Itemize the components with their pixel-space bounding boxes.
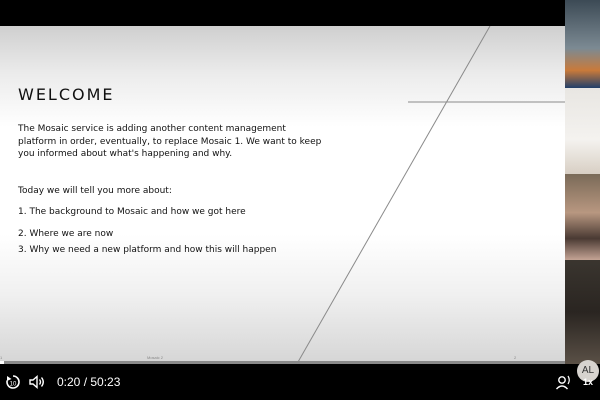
participant-video-3[interactable] <box>565 174 600 260</box>
slide-list-item-2: 2. Where we are now <box>18 229 114 239</box>
playback-speed-button[interactable]: 1x <box>583 377 594 387</box>
top-bar <box>0 0 565 26</box>
rewind-10-icon[interactable] <box>3 372 23 392</box>
captions-icon[interactable] <box>554 372 574 392</box>
participant-video-2[interactable] <box>565 88 600 174</box>
presentation-slide <box>0 26 565 362</box>
player-controls <box>0 364 600 400</box>
slide-footer-left: 1 <box>0 355 3 360</box>
slide-today-text: Today we will tell you more about: <box>18 186 172 196</box>
participant-gallery <box>565 0 600 364</box>
slide-list-item-3: 3. Why we need a new platform and how this will happen <box>18 245 277 255</box>
slide-title: WELCOME <box>18 85 115 104</box>
slide-footer-mid: Mosaic 2 <box>147 355 164 360</box>
participant-video-4[interactable] <box>565 260 600 364</box>
participant-video-1[interactable] <box>565 0 600 88</box>
svg-text:10: 10 <box>9 381 17 388</box>
diagonal-line <box>298 26 490 362</box>
slide-intro-text: The Mosaic service is adding another content management platform in order, eventually, to replace Mosaic 1. We want to keep you informed about what's happening and why. <box>18 124 322 159</box>
slide-footer-right: 2 <box>514 355 517 360</box>
time-display: 0:20 / 50:23 <box>57 375 121 389</box>
slide-list-item-1: 1. The background to Mosaic and how we got here <box>18 207 246 217</box>
volume-icon[interactable] <box>27 372 47 392</box>
avatar[interactable]: AL <box>577 360 599 382</box>
